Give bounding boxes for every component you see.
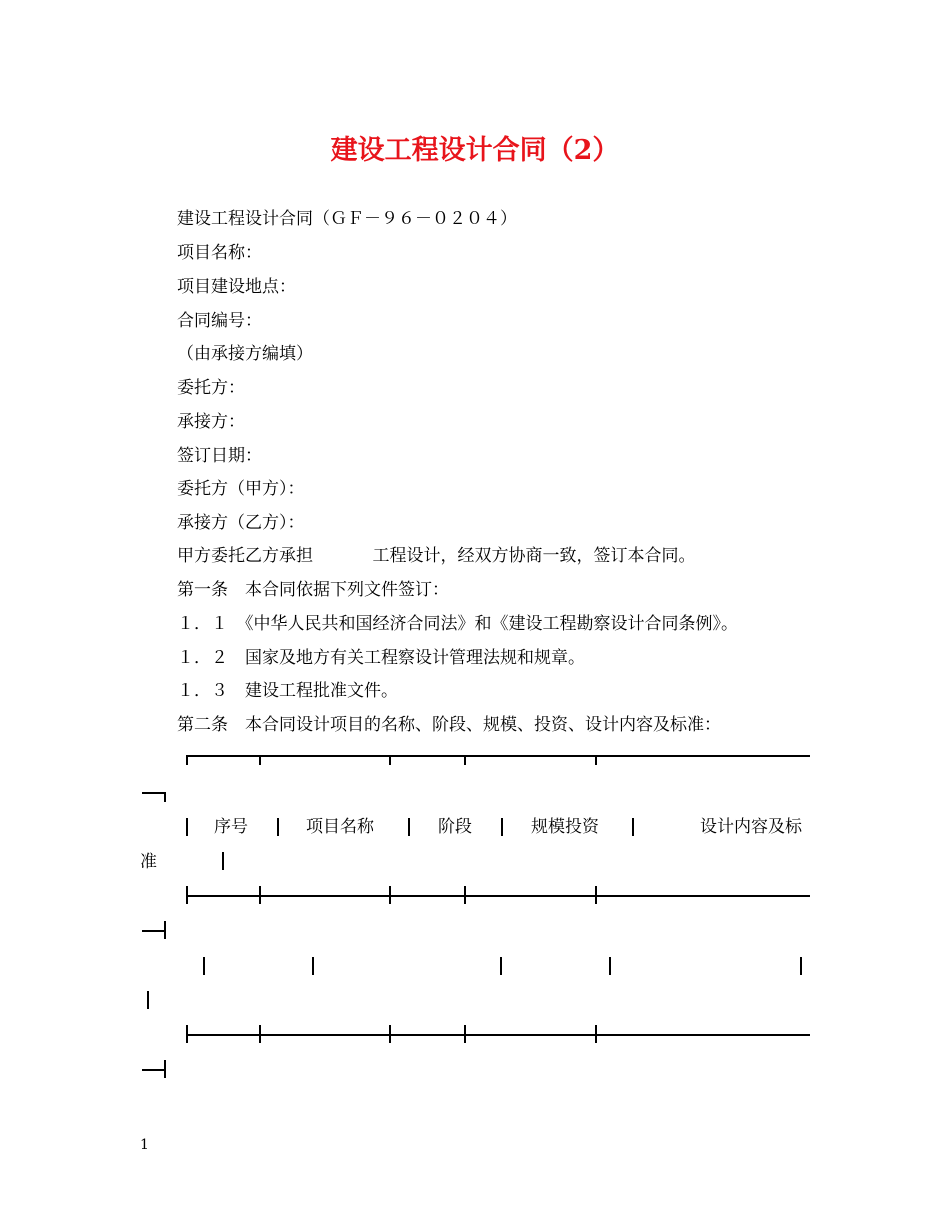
table-tick (464, 755, 466, 765)
document-title: 建设工程设计合同（2） (330, 135, 620, 166)
table-divider (186, 818, 188, 836)
table-bottom-border (186, 1034, 810, 1036)
contract-number-field: 合同编号： (177, 311, 262, 331)
header-design-content-wrap: 准 (140, 852, 157, 872)
table-tick (389, 755, 391, 765)
table-tick (464, 1025, 466, 1043)
table-tick (389, 1025, 391, 1043)
table-divider (203, 957, 205, 975)
table-tick (595, 755, 597, 765)
table-tick (259, 886, 261, 904)
article-1-heading: 第一条 本合同依据下列文件签订： (177, 580, 449, 600)
commission-paragraph: 甲方委托乙方承担 工程设计，经双方协商一致，签订本合同。 (177, 546, 696, 566)
table-wrap-segment (142, 1069, 166, 1071)
table-tick (186, 755, 188, 765)
table-divider (501, 818, 503, 836)
article-2-heading: 第二条 本合同设计项目的名称、阶段、规模、投资、设计内容及标准： (177, 715, 721, 735)
clause-1-1: １．１ 《中华人民共和国经济合同法》和《建设工程勘察设计合同条例》。 (177, 614, 738, 634)
table-divider (312, 957, 314, 975)
header-seq: 序号 (214, 817, 248, 837)
table-tick (259, 1025, 261, 1043)
party-b-field: 承接方（乙方）： (177, 513, 305, 533)
table-divider (500, 957, 502, 975)
client-field: 委托方： (177, 378, 245, 398)
table-divider (800, 957, 802, 975)
project-name-field: 项目名称： (177, 243, 262, 263)
table-top-border (186, 755, 810, 757)
clause-1-3: １．３ 建设工程批准文件。 (177, 681, 398, 701)
table-divider (277, 818, 279, 836)
header-scale-investment: 规模投资 (531, 817, 599, 837)
table-divider (222, 852, 224, 870)
table-divider (632, 818, 634, 836)
sign-date-field: 签订日期： (177, 446, 262, 466)
table-tick (164, 1060, 166, 1078)
table-divider (147, 991, 149, 1009)
header-design-content: 设计内容及标 (700, 817, 802, 837)
table-tick (259, 755, 261, 765)
table-tick (389, 886, 391, 904)
contract-number-note: （由承接方编填） (177, 344, 313, 364)
table-tick (464, 886, 466, 904)
table-divider (408, 818, 410, 836)
header-project-name: 项目名称 (306, 817, 374, 837)
table-tick (164, 921, 166, 939)
page-number: 1 (140, 1137, 149, 1153)
table-tick (595, 1025, 597, 1043)
table-wrap-segment (142, 930, 166, 932)
table-tick (164, 792, 166, 802)
table-tick (595, 886, 597, 904)
party-a-field: 委托方（甲方）： (177, 479, 305, 499)
table-divider (609, 957, 611, 975)
header-stage: 阶段 (438, 817, 472, 837)
project-location-field: 项目建设地点： (177, 277, 296, 297)
table-mid-border (186, 895, 810, 897)
table-wrap-segment (142, 792, 166, 794)
contract-code-line: 建设工程设计合同（ＧＦ－９６－０２０４） (177, 209, 517, 229)
clause-1-2: １．２ 国家及地方有关工程察设计管理法规和规章。 (177, 648, 585, 668)
contractor-field: 承接方： (177, 412, 245, 432)
